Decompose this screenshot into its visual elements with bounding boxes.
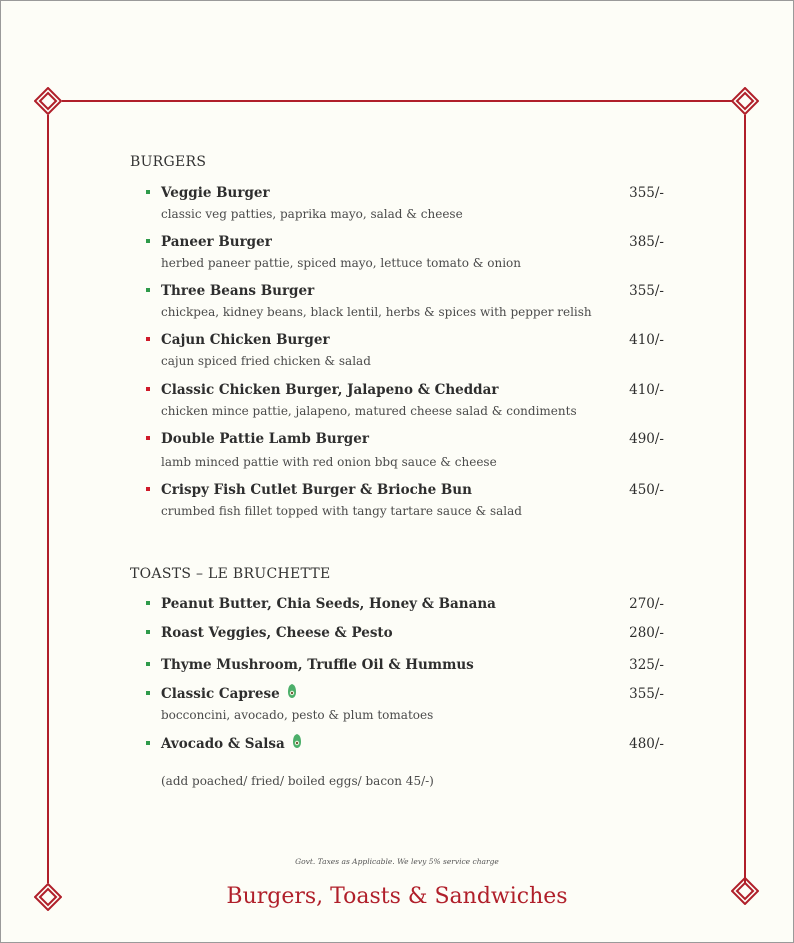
add-on-note: (add poached/ fried/ boiled eggs/ bacon 45/-) xyxy=(161,774,434,788)
avocado-icon xyxy=(291,733,303,753)
item-price: 490/- xyxy=(629,431,664,447)
item-name: Paneer Burger xyxy=(161,234,272,250)
frame-top-line xyxy=(62,100,732,102)
item-description: bocconcini, avocado, pesto & plum tomatoes xyxy=(161,708,434,722)
veg-marker-icon xyxy=(146,741,150,745)
section-title-toasts: TOASTS – LE BRUCHETTE xyxy=(130,566,331,582)
veg-marker-icon xyxy=(146,662,150,666)
item-description: lamb minced pattie with red onion bbq sauce & cheese xyxy=(161,455,497,469)
page-title: Burgers, Toasts & Sandwiches xyxy=(226,884,568,909)
veg-marker-icon xyxy=(146,691,150,695)
item-price: 410/- xyxy=(629,382,664,398)
item-price: 355/- xyxy=(629,686,664,702)
item-name: Thyme Mushroom, Truffle Oil & Hummus xyxy=(161,657,474,673)
item-name: Peanut Butter, Chia Seeds, Honey & Banana xyxy=(161,596,496,612)
item-price: 280/- xyxy=(629,625,664,641)
item-name: Double Pattie Lamb Burger xyxy=(161,431,369,447)
veg-marker-icon xyxy=(146,288,150,292)
tax-note: Govt. Taxes as Applicable. We levy 5% service charge xyxy=(295,857,499,866)
item-price: 355/- xyxy=(629,185,664,201)
item-description: chickpea, kidney beans, black lentil, herbs & spices with pepper relish xyxy=(161,305,592,319)
item-name xyxy=(161,736,303,753)
item-name: Roast Veggies, Cheese & Pesto xyxy=(161,625,393,641)
item-name xyxy=(161,686,298,703)
section-title-burgers: BURGERS xyxy=(130,154,207,170)
avocado-icon xyxy=(286,683,298,703)
item-name: Cajun Chicken Burger xyxy=(161,332,330,348)
item-price: 355/- xyxy=(629,283,664,299)
item-description: herbed paneer pattie, spiced mayo, lettuce tomato & onion xyxy=(161,256,522,270)
nonveg-marker-icon xyxy=(146,337,150,341)
item-price: 450/- xyxy=(629,482,664,498)
item-description: classic veg patties, paprika mayo, salad & cheese xyxy=(161,207,463,221)
item-price: 480/- xyxy=(629,736,664,752)
item-price: 385/- xyxy=(629,234,664,250)
veg-marker-icon xyxy=(146,239,150,243)
item-price: 325/- xyxy=(629,657,664,673)
item-description: cajun spiced fried chicken & salad xyxy=(161,354,371,368)
veg-marker-icon xyxy=(146,190,150,194)
item-description: chicken mince pattie, jalapeno, matured cheese salad & condiments xyxy=(161,404,577,418)
item-name: Classic Chicken Burger, Jalapeno & Cheddar xyxy=(161,382,499,398)
veg-marker-icon xyxy=(146,630,150,634)
corner-ornament-top-right xyxy=(731,87,759,115)
frame-left-line xyxy=(47,115,49,883)
item-name: Crispy Fish Cutlet Burger & Brioche Bun xyxy=(161,482,472,498)
frame-right-line xyxy=(744,115,746,883)
item-name: Veggie Burger xyxy=(161,185,270,201)
item-description: crumbed fish fillet topped with tangy tartare sauce & salad xyxy=(161,504,522,518)
item-name-text: Classic Caprese xyxy=(161,686,280,702)
item-price: 410/- xyxy=(629,332,664,348)
item-name-text: Avocado & Salsa xyxy=(161,736,285,752)
corner-ornament-top-left xyxy=(34,87,62,115)
nonveg-marker-icon xyxy=(146,387,150,391)
item-price: 270/- xyxy=(629,596,664,612)
nonveg-marker-icon xyxy=(146,436,150,440)
item-name: Three Beans Burger xyxy=(161,283,315,299)
veg-marker-icon xyxy=(146,601,150,605)
nonveg-marker-icon xyxy=(146,487,150,491)
